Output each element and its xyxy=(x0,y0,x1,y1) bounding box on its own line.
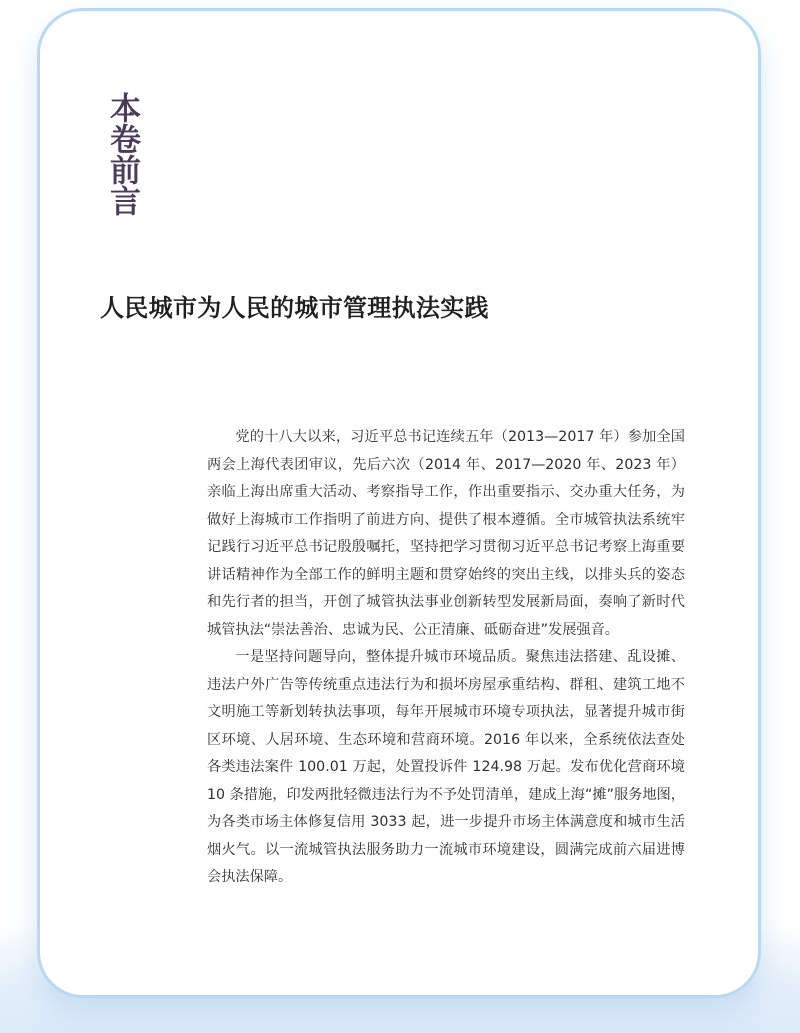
headline: 人民城市为人民的城市管理执法实践 xyxy=(100,294,489,322)
body-text xyxy=(207,424,685,892)
paragraph: 党的十八大以来，习近平总书记连续五年（2013—2017 年）参加全国两会上海代表团审议，先后六次（2014 年、2017—2020 年、2023 年）亲临上海出席重大活动、考察指导工作，作出重要指示、交办重大任务，为做好上海城市工作指明了前进方向、提供了根本遵循。全市城管执法系统牢记践行习近平总书记殷殷嘱托，坚持把学习贯彻习近平总书记考察上海重要讲话精神作为全部工作的鲜明主题和贯穿始终的突出主线，以排头兵的姿态和先行者的担当，开创了城管执法事业创新转型发展新局面，奏响了新时代城管执法“崇法善治、忠诚为民、公正清廉、砥砺奋进”发展强音。 xyxy=(207,429,685,638)
paragraph: 一是坚持问题导向，整体提升城市环境品质。聚焦违法搭建、乱设摊、违法户外广告等传统重点违法行为和损坏房屋承重结构、群租、建筑工地不文明施工等新划转执法事项，每年开展城市环境专项执法，显著提升城市街区环境、人居环境、生态环境和营商环境。2016 年以来，全系统依法查处各类违法案件 100.01 万起，处置投诉件 124.98 万起。发布优化营商环境 10 条措施，印发两批轻微违法行为不予处罚清单，建成上海“摊”服务地图，为各类市场主体修复信用 3033 起，进一步提升市场主体满意度和城市生活烟火气。以一流城管执法服务助力一流城市环境建设，圆满完成前六届进博会执法保障。 xyxy=(207,649,685,885)
section-title: 本卷前言 xyxy=(104,92,140,216)
